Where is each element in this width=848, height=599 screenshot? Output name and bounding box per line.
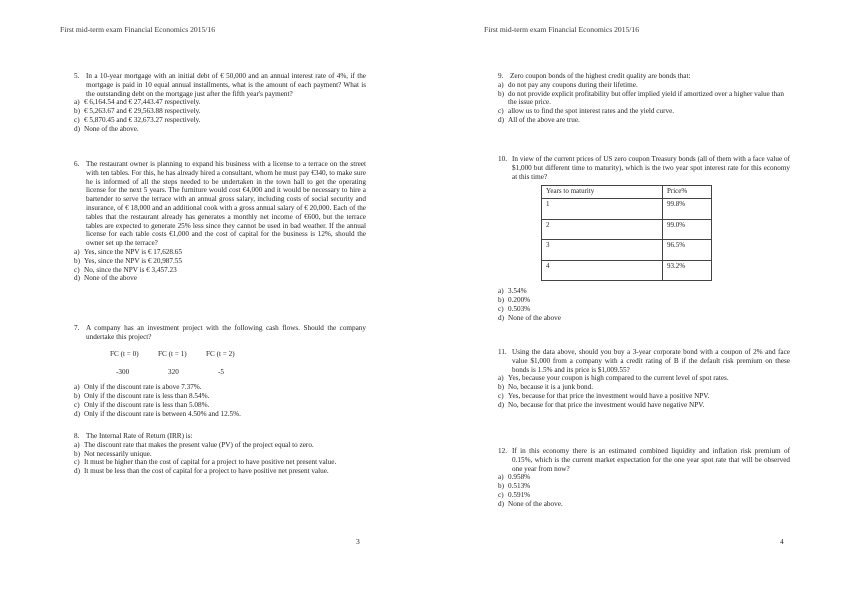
question-text: In view of the current prices of US zero coupon Treasury bonds (all of them with a face value of $1,000 but different time to maturity), which is the two year spot interest rate for this economy at this time? <box>512 155 790 181</box>
question-text: Using the data above, should you buy a 3-year corporate bond with a coupon of 2% and face value $1,000 from a company with a credit rating of B if the default risk premium on these bonds is 1.5% and its price is $1,009.55? <box>512 348 790 374</box>
question-number: 10. <box>498 155 507 163</box>
option-d: d) None of the above. <box>498 499 563 508</box>
question-number: 6. <box>74 160 80 168</box>
option-b: b) do not provide explicit profitability but offer implied yield if amortized over a higher value than the issue price. <box>498 89 784 107</box>
question-text: The Internal Rate of Return (IRR) is: <box>86 432 193 440</box>
table-row <box>542 199 712 220</box>
table-cell: 1 <box>542 199 663 220</box>
page-header: First mid-term exam Financial Economics 2015/16 <box>60 25 216 34</box>
page-number: 3 <box>356 537 360 546</box>
answer-options <box>74 383 366 418</box>
table-row <box>542 219 712 240</box>
option-d: d) None of the above. <box>74 124 139 133</box>
table-header-row <box>542 186 712 199</box>
cash-flow-values <box>110 368 366 377</box>
option-b: b) 0.513% <box>498 482 531 491</box>
option-b: b) Not necessarily unique. <box>74 449 152 458</box>
option-c: c) Only if the discount rate is less than 5.08%. <box>74 400 210 409</box>
answer-options <box>498 287 790 322</box>
table-cell: 3 <box>542 240 663 261</box>
answer-options <box>498 374 790 409</box>
question-text: The restaurant owner is planning to expand his business with a license to a terrace on the street with ten tables. For this, he has already hired a consultant, whom he must pay €340, to make sure he is informed of all the steps needed to be undertaken in the town hall to get the operating license for the next 5 years. The furniture would cost €4,000 and it would be necessary to hire a bartender to serve the terrace with an annual gross salary, including costs of social security and insurance, of € 18,000 and an additional cook with a gross annual salary of € 20,000. Each of the tables that the restaurant already has generates a monthly net income of €600, but the terrace tables are expected to generate 25% less since they cannot be used in bad weather. If the annual license for each table costs €1,000 and the cost of capital for the business is 12%, should the owner set up the terrace? <box>86 160 366 248</box>
option-a: a) The discount rate that makes the present value (PV) of the project equal to zero. <box>74 440 314 449</box>
question-text: If in this economy there is an estimated combined liquidity and inflation risk premium of 0.15%, which is the current market expectation for the one year spot rate that will be observed one year from now? <box>512 447 790 473</box>
option-d: d) None of the above <box>74 274 137 283</box>
option-a: a) 3.54% <box>498 287 527 296</box>
question-number: 7. <box>74 324 80 332</box>
question-10 <box>498 155 790 323</box>
table-row <box>542 240 712 261</box>
column-header: Years to maturity <box>542 186 663 199</box>
option-d: d) None of the above <box>498 313 561 322</box>
option-a: a) € 6,164.54 and € 27,443.47 respectively. <box>74 98 201 107</box>
option-c: c) 0.591% <box>498 490 531 499</box>
cf-header-t0: FC (t = 0) <box>110 349 139 358</box>
answer-options <box>74 248 366 283</box>
option-d: d) All of the above are true. <box>498 115 580 124</box>
page-4 <box>424 0 848 599</box>
question-8 <box>74 432 366 476</box>
cash-flow-headers <box>110 350 366 359</box>
option-c: c) 0.503% <box>498 304 531 313</box>
cf-header-t1: FC (t = 1) <box>158 349 187 358</box>
question-text: Zero coupon bonds of the highest credit quality are bonds that: <box>510 72 691 80</box>
option-b: b) 0.200% <box>498 296 531 305</box>
option-a: a) do not pay any coupons during their lifetime. <box>498 80 638 89</box>
answer-options <box>74 98 366 133</box>
answer-options <box>498 81 790 125</box>
column-header: Price% <box>663 186 712 199</box>
zero-coupon-price-table <box>541 185 712 281</box>
table-cell: 93.2% <box>663 260 712 281</box>
question-number: 9. <box>498 72 504 80</box>
cf-header-t2: FC (t = 2) <box>206 349 235 358</box>
option-b: b) € 5,263.67 and € 29,563.88 respectively. <box>74 107 201 116</box>
option-c: c) € 5,870.45 and € 32,673.27 respectively. <box>74 115 201 124</box>
question-12 <box>498 447 790 509</box>
page-number: 4 <box>780 537 784 546</box>
question-number: 12. <box>498 447 507 455</box>
option-a: a) Yes, since the NPV is € 17,628.65 <box>74 247 182 256</box>
cash-flow-table <box>110 350 366 378</box>
option-a: a) Yes, because your coupon is high compared to the current level of spot rates. <box>498 374 729 383</box>
option-c: c) allow us to find the spot interest rates and the yield curve. <box>498 107 675 116</box>
table-cell: 2 <box>542 219 663 240</box>
question-text: A company has an investment project with the following cash flows. Should the company undertake this project? <box>86 324 366 341</box>
question-text: In a 10-year mortgage with an initial debt of € 50,000 and an annual interest rate of 4%, if the mortgage is paid in 10 equal annual installments, what is the amount of each payment? What is the outstanding debt on the mortgage just after the fifth year's payment? <box>86 72 366 98</box>
option-b: b) Only if the discount rate is less than 8.54%. <box>74 391 210 400</box>
option-c: c) No, since the NPV is € 3,457.23 <box>74 265 177 274</box>
cf-value-t1: 320 <box>168 368 179 377</box>
table-cell: 99.0% <box>663 219 712 240</box>
option-d: d) No, because for that price the investment would have negative NPV. <box>498 400 705 409</box>
question-number: 8. <box>74 432 80 440</box>
option-a: a) 0.958% <box>498 473 531 482</box>
question-number: 11. <box>498 348 507 356</box>
page-header: First mid-term exam Financial Economics 2015/16 <box>484 25 640 34</box>
cf-value-t2: -5 <box>218 368 224 377</box>
option-c: c) It must be higher than the cost of capital for a project to have positive net present value. <box>74 458 337 467</box>
question-6 <box>74 160 366 283</box>
option-d: d) It must be less than the cost of capital for a project to have positive net present value. <box>74 467 329 476</box>
option-a: a) Only if the discount rate is above 7.37%. <box>74 383 202 392</box>
table-cell: 99.8% <box>663 199 712 220</box>
table-row <box>542 260 712 281</box>
question-7 <box>74 324 366 418</box>
question-11 <box>498 348 790 410</box>
option-b: b) Yes, since the NPV is € 20,987.55 <box>74 256 182 265</box>
table-cell: 96.5% <box>663 240 712 261</box>
question-9 <box>498 72 790 125</box>
question-5 <box>74 72 366 134</box>
cf-value-t0: -300 <box>116 368 130 377</box>
option-b: b) No, because it is a junk bond. <box>498 383 594 392</box>
option-d: d) Only if the discount rate is between 4.50% and 12.5%. <box>74 409 241 418</box>
option-c: c) Yes, because for that price the investment would have a positive NPV. <box>498 391 710 400</box>
answer-options <box>498 473 790 508</box>
table-cell: 4 <box>542 260 663 281</box>
answer-options <box>74 441 366 476</box>
question-number: 5. <box>74 72 80 80</box>
